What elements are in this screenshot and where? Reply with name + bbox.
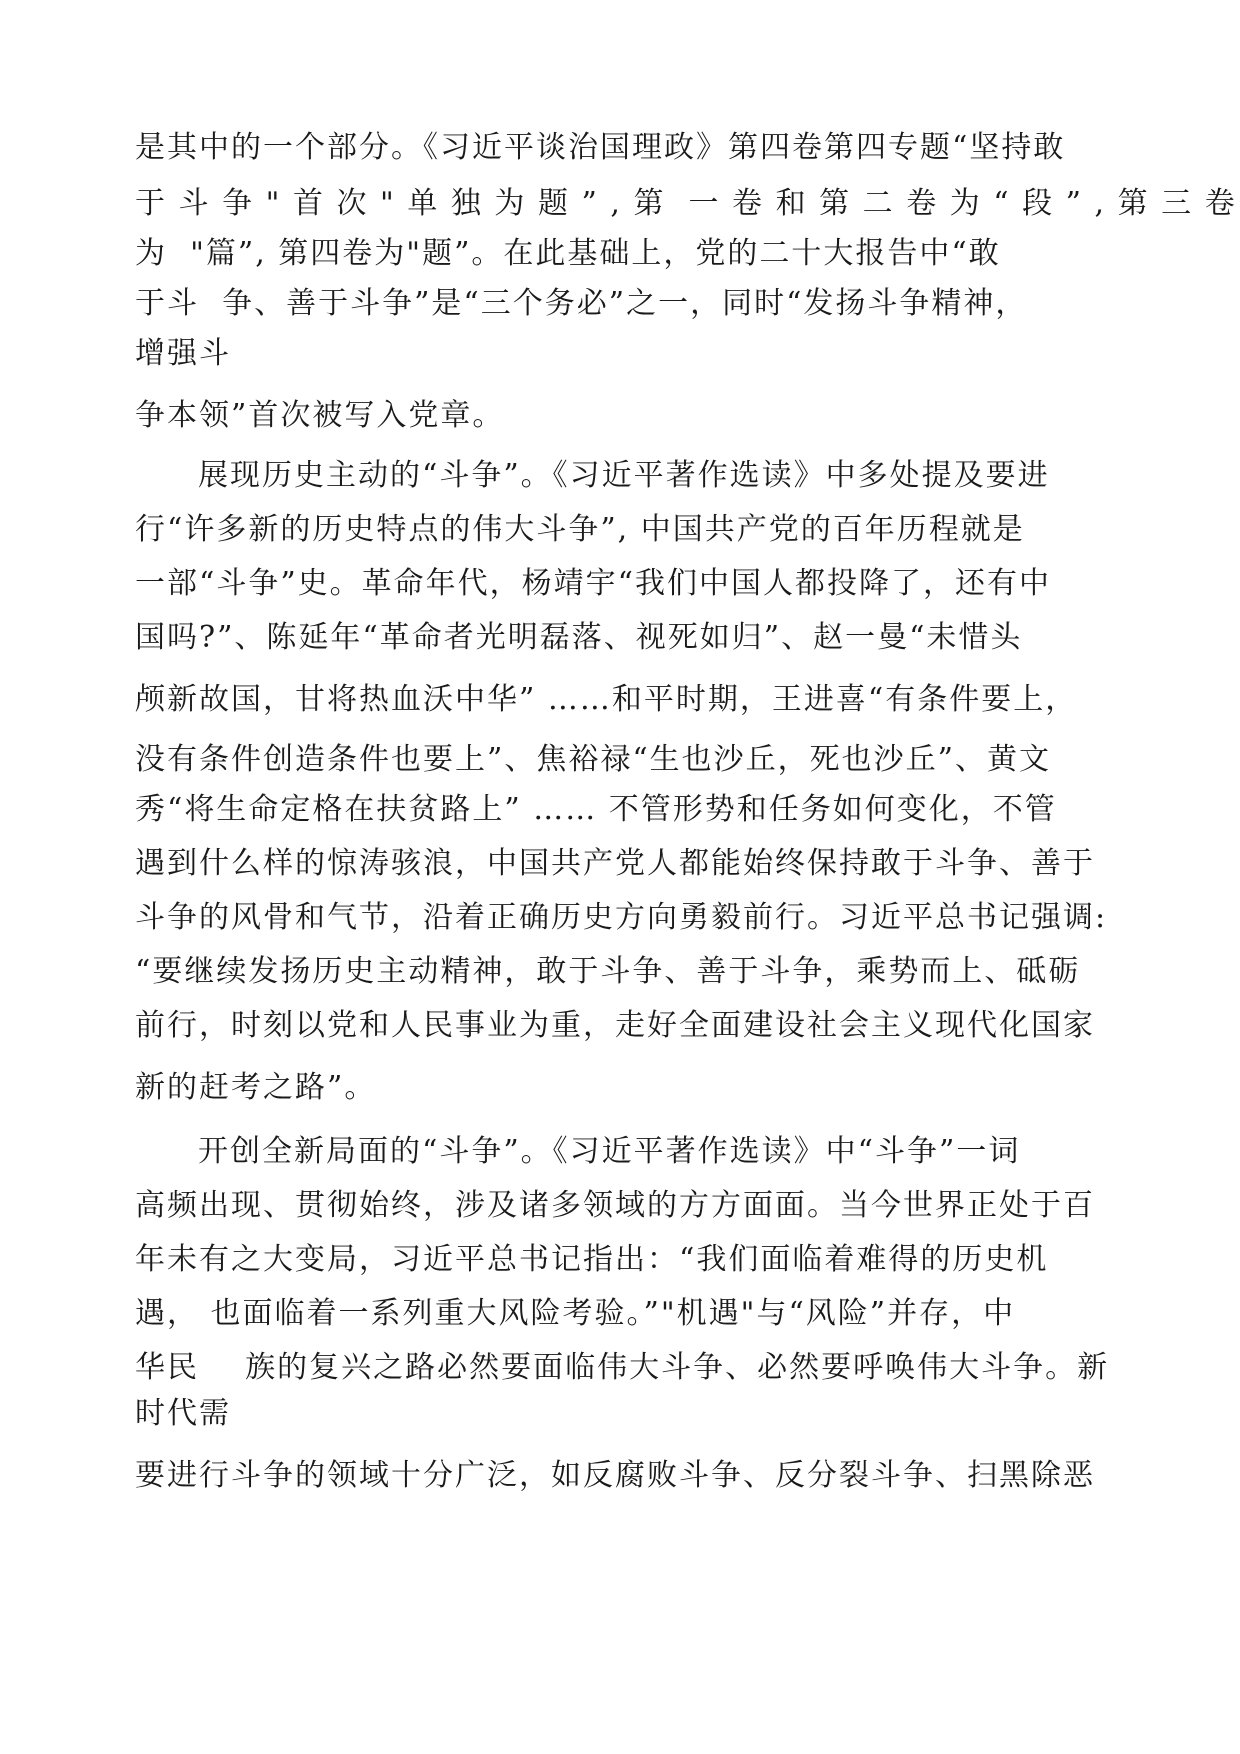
text-line: 颅新故国，甘将热血沃中华” ……和平时期，王进喜“有条件要上， bbox=[135, 682, 1078, 717]
text-line: 于斗 争、善于斗争”是“三个务必”之一，同时“发扬斗争精神， bbox=[135, 286, 1028, 321]
text-line: 增强斗 bbox=[135, 336, 231, 371]
paragraph-first-line: 开创全新局面的“斗争”。《习近平著作选读》中“斗争”一词 bbox=[198, 1134, 1021, 1169]
text-line: 斗争的风骨和气节，沿着正确历史方向勇毅前行。习近平总书记强调: bbox=[135, 900, 1108, 935]
text-line: 遇到什么样的惊涛骇浪，中国共产党人都能始终保持敢于斗争、善于 bbox=[135, 846, 1095, 881]
text-line: 行“许多新的历史特点的伟大斗争”, 中国共产党的百年历程就是 bbox=[135, 512, 1025, 547]
text-line: 国吗?”、陈延年“革命者光明磊落、视死如归”、赵一曼“未惜头 bbox=[135, 620, 1023, 655]
text-line: 没有条件创造条件也要上”、焦裕禄“生也沙丘，死也沙丘”、黄文 bbox=[135, 742, 1052, 777]
text-line: 是其中的一个部分。《习近平谈治国理政》第四卷第四专题“坚持敢 bbox=[135, 130, 1066, 165]
text-line: 时代需 bbox=[135, 1396, 231, 1431]
text-line: 高频出现、贯彻始终，涉及诸多领域的方方面面。当今世界正处于百 bbox=[135, 1188, 1095, 1223]
text-line: “要继续发扬历史主动精神，敢于斗争、善于斗争，乘势而上、砥砺 bbox=[135, 954, 1081, 989]
text-line: 于 斗 争 " 首 次 " 单 独 为 题 ” , 第 一 卷 和 第 二 卷 为 “ 段 ” , 第 三 卷 bbox=[135, 186, 1237, 221]
text-line: 前行，时刻以党和人民事业为重，走好全面建设社会主义现代化国家 bbox=[135, 1008, 1095, 1043]
text-line: 年未有之大变局，习近平总书记指出：“我们面临着难得的历史机 bbox=[135, 1242, 1049, 1277]
text-line: 遇， 也面临着一系列重大风险考验。”"机遇"与“风险”并存，中 bbox=[135, 1296, 1016, 1331]
text-line: 一部“斗争”史。革命年代，杨靖宇“我们中国人都投降了，还有中 bbox=[135, 566, 1052, 601]
text-line: 华民 族的复兴之路必然要面临伟大斗争、必然要呼唤伟大斗争。新 bbox=[135, 1350, 1110, 1385]
text-line: 新的赶考之路”。 bbox=[135, 1070, 377, 1105]
text-line: 为 "篇”, 第四卷为"题”。在此基础上，党的二十大报告中“敢 bbox=[135, 236, 1001, 271]
paragraph-first-line: 展现历史主动的“斗争”。《习近平著作选读》中多处提及要进 bbox=[198, 458, 1050, 493]
text-line: 要进行斗争的领域十分广泛，如反腐败斗争、反分裂斗争、扫黑除恶 bbox=[135, 1458, 1095, 1493]
text-line: 争本领”首次被写入党章。 bbox=[135, 398, 505, 433]
text-line: 秀“将生命定格在扶贫路上” …… 不管形势和任务如何变化，不管 bbox=[135, 792, 1057, 827]
